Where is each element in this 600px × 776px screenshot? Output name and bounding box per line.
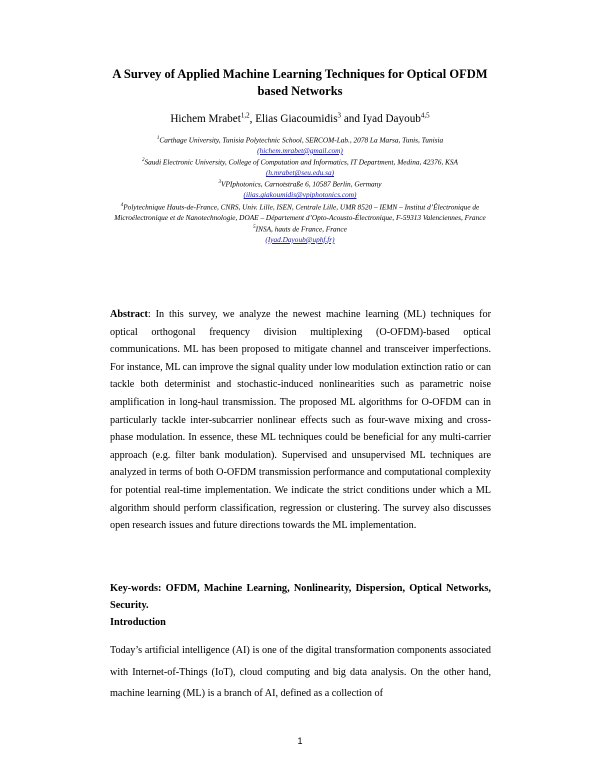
abstract-label: Abstract — [110, 309, 148, 320]
page-number: 1 — [297, 736, 303, 746]
author: Iyad Dayoub$^{4,5}$ — [362, 111, 430, 125]
affiliation: $^1$Carthage University, Tunisia Polytechnic School, SERCOM-Lab., 2078 La Marsa, Tunis, Tunisia (hichem.mrabet@gmail.com) — [156, 135, 444, 155]
affiliation-list — [100, 134, 500, 245]
email-link[interactable]: (h.mrabet@seu.edu.sa) — [265, 168, 335, 178]
author: Hichem Mrabet$^{1,2}$, — [170, 111, 256, 125]
email-link[interactable]: (hichem.mrabet@gmail.com) — [257, 145, 343, 155]
keywords: Key-words: OFDM, Machine Learning, Nonlinearity, Dispersion, Optical Networks, Security. — [110, 583, 491, 611]
introduction-text: Today’s artificial intelligence (AI) is one of the digital transformation components associated with Internet-of-Things (IoT), cloud computing and big data analysis. On the other hand, machine learning (ML) is a branch of AI, defined as a collection of — [110, 645, 491, 700]
abstract-text: : In this survey, we analyze the newest machine learning (ML) techniques for optical orthogonal frequency division multiplexing (O-OFDM)-based optical communications. ML has been proposed to mitigate channel and transceiver imperfections. For instance, ML can improve the signal quality under low modulation extinction ratio or can tackle both determinist and stochastic-induced nonlinearities such as parametric noise amplification in long-haul transmission. The proposed ML algorithms for O-OFDM can in particularly tackle inter-subcarrier nonlinear effects such as four-wave mixing and cross-phase modulation. In essence, these ML techniques could be beneficial for any multi-carrier approach (e.g. filter bank modulation). Supervised and unsupervised ML techniques are analyzed in terms of both O-OFDM transmission performance and computational complexity for potential real-time implementation. We indicate the strict conditions under which a ML algorithm should perform classification, regression or clustering. The survey also discusses open research issues and future directions towards the ML implementation. — [110, 309, 491, 532]
email-link[interactable]: (ilias.giakoumidis@vpiphotonics.com) — [243, 190, 357, 200]
author-list — [100, 108, 500, 126]
email-link[interactable]: (Iyad.Dayoub@uphf.fr) — [265, 234, 335, 244]
paper-title: A Survey of Applied Machine Learning Techniques for Optical OFDM based Networks — [112, 67, 488, 98]
abstract — [110, 306, 491, 535]
author: Elias Giacoumidis$^3$ and — [255, 111, 363, 125]
section-heading-introduction: Introduction — [110, 617, 166, 628]
affiliation: $^3$VPIphotonics, Carnotstraße 6, 10587 Berlin, Germany (ilias.giakoumidis@vpiphotonics.com) — [218, 179, 382, 200]
affiliation: $^4$Polytechnique Hauts-de-France, CNRS, Univ. Lille, ISEN, Centrale Lille, UMR 8520 – IEMN – Institut d’Électronique de Microélectronique et de Nanotechnologie, DOAE – Département d’Opto-Acousto-Électronique, F-59313 Valenciennes, France — [114, 202, 486, 222]
affiliation: $^5$INSA, hauts de France, France (Iyad.Dayoub@uphf.fr) — [253, 224, 347, 244]
affiliation: $^2$Saudi Electronic University, College of Computation and Informatics, IT Department, Medina, 42376, KSA (h.mrabet@seu.edu.sa) — [141, 157, 459, 178]
